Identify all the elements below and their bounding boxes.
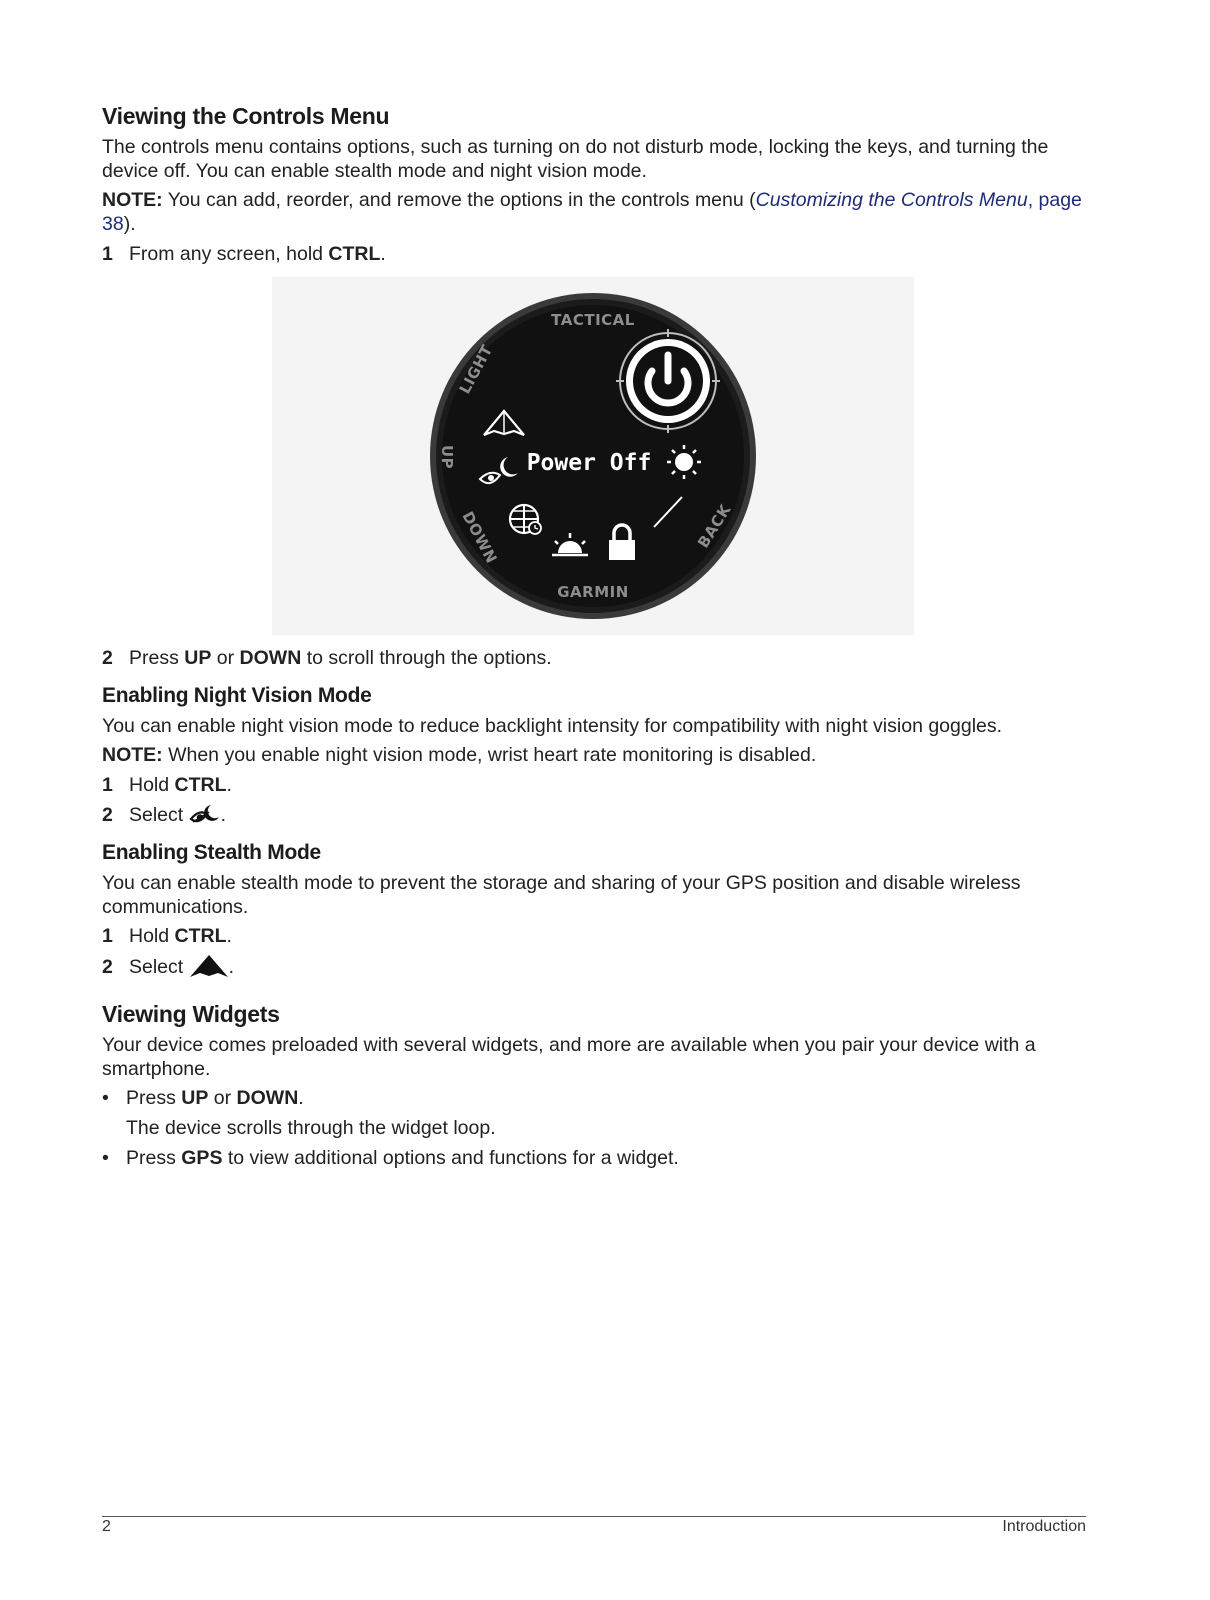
widgets-bullet-1-result: The device scrolls through the widget loop.: [126, 1117, 496, 1139]
night-vision-step-1: [102, 773, 232, 797]
controls-menu-description: The controls menu contains options, such as turning on do not disturb mode, locking the keys, and turning the device off. You can enable stealth mode and night vision mode.: [102, 136, 1049, 182]
widgets-bullet-2: [102, 1146, 679, 1170]
stealth-step-2: [102, 953, 234, 985]
widgets-bullet-1: [102, 1086, 304, 1110]
step-text: to scroll through the options.: [301, 647, 552, 669]
stealth-icon: [189, 953, 229, 985]
light-button-label: LIGHT: [455, 341, 497, 397]
down-key: DOWN: [239, 647, 302, 669]
page-reference-link[interactable]: , page 38: [102, 189, 1082, 235]
down-button-label: DOWN: [458, 508, 501, 567]
footer-section-name: Introduction: [1002, 1518, 1086, 1535]
bullet-text: or: [208, 1087, 237, 1109]
bullet-text: Press: [126, 1147, 182, 1169]
bullet-marker: •: [102, 1147, 109, 1169]
step-text: Press: [129, 647, 185, 669]
garmin-label: GARMIN: [557, 583, 629, 601]
step-text: Select: [129, 804, 189, 826]
bullet-punct: .: [298, 1087, 304, 1109]
step-number: 2: [102, 647, 113, 669]
ctrl-key: CTRL: [328, 243, 381, 265]
step-number: 1: [102, 925, 113, 947]
step-punct: .: [380, 243, 386, 265]
footer-divider: [102, 1516, 1086, 1517]
heading-night-vision: Enabling Night Vision Mode: [102, 684, 372, 707]
ctrl-key: CTRL: [174, 774, 227, 796]
step-text: From any screen, hold: [129, 243, 329, 265]
note-text: You can add, reorder, and remove the options in the controls menu (: [162, 189, 756, 211]
note-label: NOTE:: [102, 744, 163, 766]
step-number: 1: [102, 774, 113, 796]
heading-viewing-widgets: Viewing Widgets: [102, 1001, 280, 1027]
step-punct: .: [226, 774, 232, 796]
night-vision-note: [102, 743, 1087, 767]
up-key: UP: [184, 647, 212, 669]
night-vision-description: You can enable night vision mode to reduce backlight intensity for compatibility with night vision goggles.: [102, 715, 1003, 737]
stealth-mode-description: You can enable stealth mode to prevent the storage and sharing of your GPS position and disable wireless communications.: [102, 872, 1021, 918]
step-punct: .: [228, 956, 235, 978]
tactical-label: TACTICAL: [551, 311, 635, 329]
bullet-text: to view additional options and functions for a widget.: [222, 1147, 679, 1169]
night-vision-icon: [189, 803, 221, 833]
page-number: 2: [102, 1518, 111, 1535]
step-text: Hold: [129, 774, 175, 796]
controls-step-1: [102, 242, 386, 266]
watch-face: [272, 277, 914, 635]
controls-menu-figure: [272, 277, 914, 635]
step-punct: .: [226, 925, 232, 947]
up-key: UP: [181, 1087, 209, 1109]
widgets-description: Your device comes preloaded with several widgets, and more are available when you pair your device with a smartphone.: [102, 1034, 1036, 1080]
controls-menu-note: [102, 188, 1087, 236]
power-off-label: Power Off: [526, 450, 652, 476]
bullet-text: Press: [126, 1087, 182, 1109]
heading-stealth-mode: Enabling Stealth Mode: [102, 841, 321, 864]
ctrl-key: CTRL: [174, 925, 227, 947]
note-label: NOTE:: [102, 189, 163, 211]
down-key: DOWN: [236, 1087, 299, 1109]
heading-viewing-controls-menu: Viewing the Controls Menu: [102, 103, 390, 129]
step-text: Hold: [129, 925, 175, 947]
stealth-step-1: [102, 924, 232, 948]
step-punct: .: [220, 804, 227, 826]
step-number: 2: [102, 956, 113, 978]
step-text: Select: [129, 956, 189, 978]
step-number: 1: [102, 243, 113, 265]
bullet-marker: •: [102, 1087, 109, 1109]
up-button-label: UP: [438, 445, 456, 470]
controls-step-2: [102, 646, 552, 670]
step-text: or: [211, 647, 240, 669]
step-number: 2: [102, 804, 113, 826]
night-vision-step-2: [102, 803, 226, 833]
note-end: ).: [123, 213, 136, 235]
back-button-label: BACK: [694, 501, 735, 552]
note-text: When you enable night vision mode, wrist heart rate monitoring is disabled.: [162, 744, 817, 766]
gps-key: GPS: [181, 1147, 223, 1169]
customizing-controls-menu-link[interactable]: Customizing the Controls Menu: [755, 189, 1028, 211]
